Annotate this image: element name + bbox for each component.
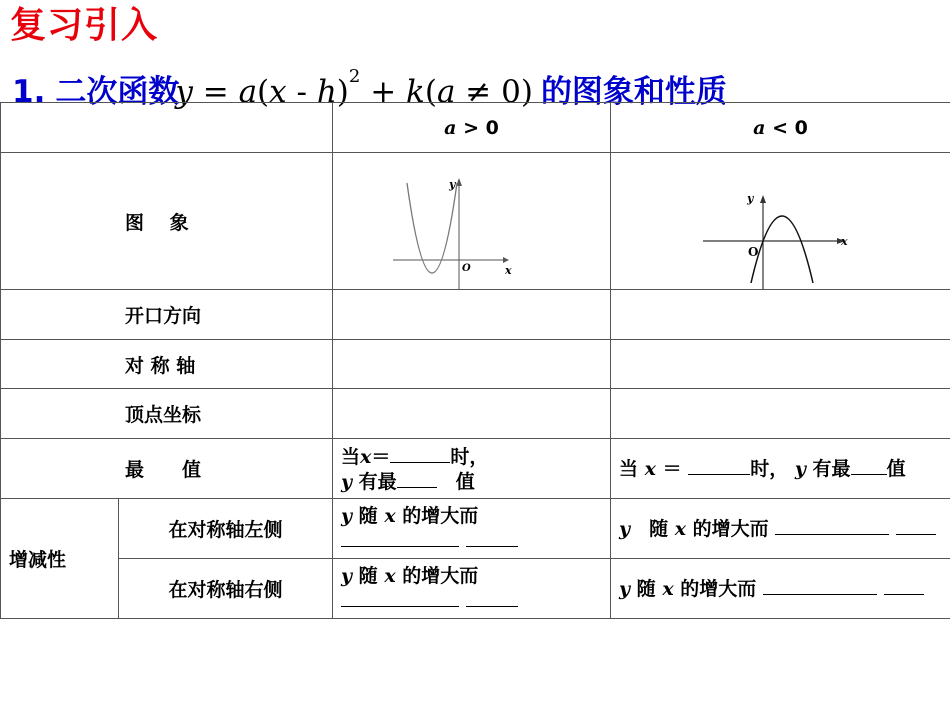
- left-side-answer-negative: y 随 x 的增大而: [611, 499, 950, 559]
- right-side-answer-positive: y 随 x 的增大而: [333, 559, 611, 619]
- y-axis-arrow-icon: [760, 195, 766, 203]
- blank-trend-extra[interactable]: [466, 588, 518, 607]
- subtitle-suffix: 的图象和性质: [540, 74, 727, 110]
- blank-trend-extra[interactable]: [896, 516, 936, 535]
- graph-cell-negative: [611, 153, 950, 290]
- blank-trend[interactable]: [341, 528, 459, 547]
- blank-x-value[interactable]: [688, 456, 750, 475]
- page-title: 复习引入: [10, 5, 159, 46]
- graph-cell-positive: [333, 153, 611, 290]
- row-label-left-side: 在对称轴左侧: [119, 499, 333, 559]
- axis-answer-negative: [611, 340, 950, 389]
- extremum-answer-negative: 当 x ＝ 时， y 有最 值: [611, 439, 950, 499]
- header-blank-cell: [1, 103, 333, 153]
- y-axis-label: y: [449, 178, 456, 191]
- left-side-answer-positive: y 随 x 的增大而: [333, 499, 611, 559]
- vertex-answer-negative: [611, 389, 950, 439]
- row-label-graph: 图 象: [1, 153, 333, 290]
- extremum-row: [1, 439, 950, 499]
- blank-extremum-type[interactable]: [397, 469, 437, 488]
- properties-table: [0, 102, 950, 619]
- row-label-opening: 开口方向: [1, 290, 333, 340]
- header-a-negative: a < 0: [611, 103, 950, 153]
- vertex-answer-positive: [333, 389, 611, 439]
- parabola-curve: [751, 216, 813, 283]
- axis-answer-positive: [333, 340, 611, 389]
- right-side-answer-negative: y 随 x 的增大而: [611, 559, 950, 619]
- blank-extremum-type[interactable]: [851, 456, 887, 475]
- x-axis-arrow-icon: [503, 257, 509, 263]
- section-number: 1.: [12, 74, 46, 110]
- header-a-positive: a > 0: [333, 103, 611, 153]
- row-label-monotonic: 增减性: [1, 499, 119, 619]
- formula: y = a(x - h)$^2$ + k(a ≠ 0): [175, 66, 533, 110]
- subtitle: [12, 56, 727, 110]
- blank-trend[interactable]: [775, 516, 889, 535]
- row-label-right-side: 在对称轴右侧: [119, 559, 333, 619]
- y-axis-label: y: [747, 192, 754, 205]
- graph-row: [1, 153, 950, 290]
- opening-answer-positive: [333, 290, 611, 340]
- opening-row: [1, 290, 950, 340]
- origin-label: O: [462, 263, 471, 274]
- row-label-axis: 对 称 轴: [1, 340, 333, 389]
- header-row: [1, 103, 950, 153]
- blank-trend[interactable]: [341, 588, 459, 607]
- blank-x-value[interactable]: [390, 444, 450, 463]
- row-label-vertex: 顶点坐标: [1, 389, 333, 439]
- upward-parabola-graph: [333, 153, 611, 289]
- vertex-row: [1, 389, 950, 439]
- blank-trend-extra[interactable]: [884, 576, 924, 595]
- subtitle-prefix: 二次函数: [55, 74, 180, 110]
- opening-answer-negative: [611, 290, 950, 340]
- row-label-extremum: 最 值: [1, 439, 333, 499]
- blank-trend-extra[interactable]: [466, 528, 518, 547]
- x-axis-label: x: [505, 264, 512, 277]
- x-axis-label: x: [841, 235, 848, 248]
- extremum-answer-positive: 当x＝ 时， y 有最 值: [333, 439, 611, 499]
- right-side-row: [1, 559, 950, 619]
- left-side-row: [1, 499, 950, 559]
- blank-trend[interactable]: [763, 576, 877, 595]
- axis-row: [1, 340, 950, 389]
- downward-parabola-graph: [611, 153, 950, 289]
- origin-label: O: [748, 245, 759, 259]
